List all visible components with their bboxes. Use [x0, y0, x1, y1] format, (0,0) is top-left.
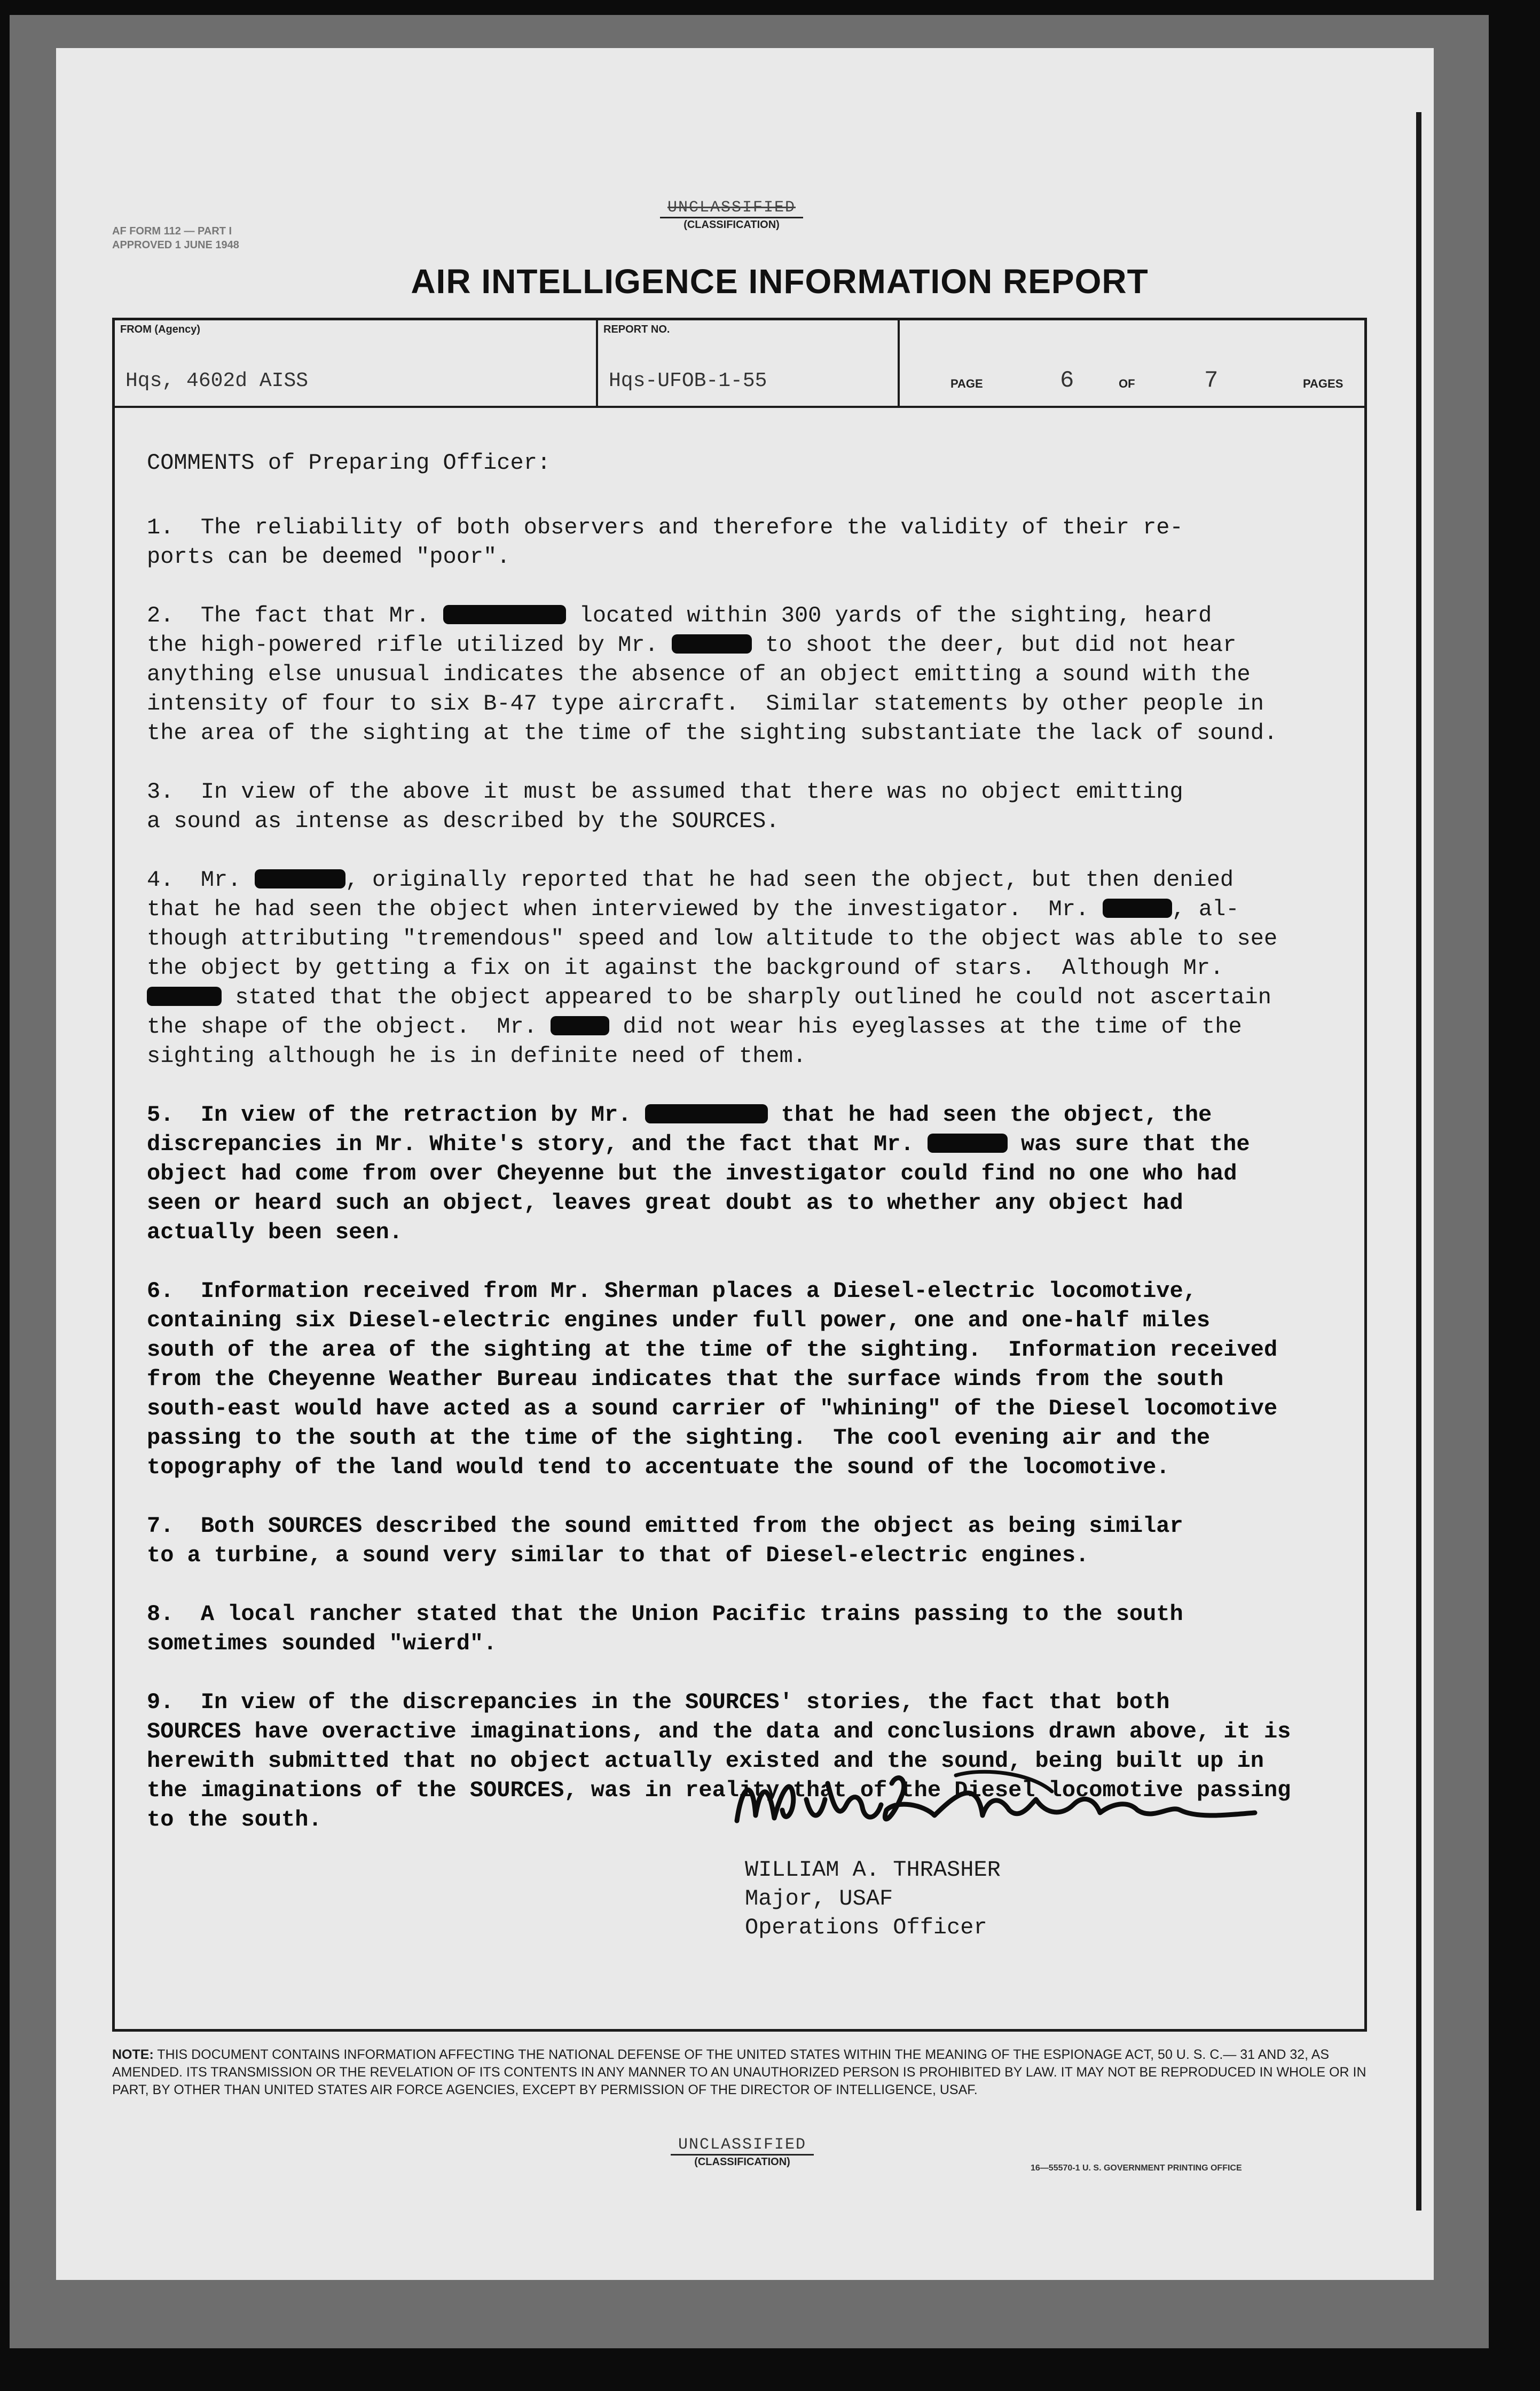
- comments-heading: COMMENTS of Preparing Officer:: [147, 450, 551, 476]
- classification-bottom-value: UNCLASSIFIED: [671, 2136, 814, 2156]
- from-label: FROM (Agency): [120, 324, 200, 335]
- paragraph-3: 3. In view of the above it must be assumed that there was no object emitting a sound as intense as described by the SOURCES.: [147, 779, 1183, 834]
- signature-block: [745, 1855, 1119, 1942]
- page-edge-shadow: [1416, 112, 1421, 2211]
- classification-bottom-label: (CLASSIFICATION): [694, 2156, 790, 2168]
- redaction-bar: [551, 1016, 609, 1035]
- page-number: 6: [1060, 367, 1074, 394]
- page-cell: [900, 320, 1364, 406]
- paragraph-4-part-c: , al- though attributing "tremendous" speed and low altitude to the object was able to see the object by getting a fix on it against the background of stars. Although Mr.: [147, 896, 1278, 981]
- form-approval-date: APPROVED 1 JUNE 1948: [112, 239, 239, 251]
- note-label: NOTE:: [112, 2047, 154, 2062]
- report-title: AIR INTELLIGENCE INFORMATION REPORT: [411, 262, 1149, 301]
- signer-name: WILLIAM A. THRASHER: [745, 1857, 1001, 1883]
- paragraph-2-part-c: to shoot the deer, but did not hear anything else unusual indicates the absence of an object emitting a sound with the intensity of four to six B-47 type aircraft. Similar statements by other people in the area of the sighting at the time of the sighting substantiate the lack of sound.: [147, 632, 1278, 746]
- of-label: OF: [1119, 377, 1135, 390]
- note-text: THIS DOCUMENT CONTAINS INFORMATION AFFECTING THE NATIONAL DEFENSE OF THE UNITED STATES WITHIN THE MEANING OF THE ESPIONAGE ACT, 50 U. S. C.— 31 AND 32, AS AMENDED. ITS TRANSMISSION OR THE REVELATION OF ITS CONTENTS IN ANY MANNER TO AN UNAUTHORIZED PERSON IS PROHIBITED BY LAW. IT MAY NOT BE REPRODUCED IN WHOLE OR IN PART, BY OTHER THAN UNITED STATES AIR FORCE AGENCIES, EXCEPT BY PERMISSION OF THE DIRECTOR OF INTELLIGENCE, USAF.: [112, 2047, 1366, 2097]
- redaction-bar: [147, 987, 222, 1006]
- classification-bottom: [614, 2136, 870, 2168]
- form-identifier: [112, 224, 336, 252]
- page-label: PAGE: [950, 377, 983, 390]
- report-body: [147, 449, 1348, 1864]
- signer-rank: Major, USAF: [745, 1886, 893, 1912]
- paragraph-4-part-a: 4. Mr.: [147, 867, 255, 893]
- paragraph-4-part-e: did not wear his eyeglasses at the time of the sighting although he is in definite need of them.: [147, 1014, 1242, 1069]
- paragraph-7: 7. Both SOURCES described the sound emitted from the object as being similar to a turbine, a sound very similar to that of Diesel-electric engines.: [147, 1513, 1183, 1568]
- redaction-bar: [672, 634, 752, 654]
- report-number-value: Hqs-UFOB-1-55: [609, 369, 767, 392]
- classification-top-label: (CLASSIFICATION): [683, 219, 780, 231]
- paragraph-2-part-a: 2. The fact that Mr.: [147, 603, 443, 628]
- redaction-bar: [255, 869, 345, 888]
- paragraph-8: 8. A local rancher stated that the Union Pacific trains passing to the south sometimes sounded "wierd".: [147, 1601, 1183, 1656]
- header-row: [115, 320, 1364, 408]
- redaction-bar: [928, 1134, 1008, 1153]
- paragraph-6: 6. Information received from Mr. Sherman places a Diesel-electric locomotive, containing six Diesel-electric engines under full power, one and one-half miles south of the area of the sighting at the time of the sighting. Information received from the Cheyenne Weather Bureau indicates that the surface winds from the south south-east would have acted as a sound carrier of "whining" of the Diesel locomotive passing to the south at the time of the sighting. The cool evening air and the topography of the land would tend to accentuate the sound of the locomotive.: [147, 1278, 1278, 1480]
- paragraph-4-part-d: stated that the object appeared to be sharply outlined he could not ascertain the shape of the object. Mr.: [147, 985, 1271, 1040]
- redaction-bar: [645, 1104, 768, 1123]
- from-cell: [115, 320, 598, 406]
- classification-top: [593, 199, 870, 231]
- pages-label: PAGES: [1303, 377, 1343, 390]
- paragraph-5-part-b: that he had seen the object, the discrepancies in Mr. White's story, and the fact that Mr.: [147, 1102, 1212, 1157]
- classification-top-value: UNCLASSIFIED: [660, 199, 803, 218]
- redaction-bar: [443, 605, 566, 624]
- paragraph-2: [147, 601, 1348, 748]
- redaction-bar: [1103, 899, 1172, 918]
- paragraph-5: [147, 1100, 1348, 1247]
- paragraph-1: 1. The reliability of both observers and therefore the validity of their re- ports can be deemed "poor".: [147, 515, 1183, 570]
- signer-title: Operations Officer: [745, 1915, 987, 1940]
- paragraph-5-part-c: was sure that the object had come from over Cheyenne but the investigator could find no one who had seen or heard such an object, leaves great doubt as to whether any object had actually been seen.: [147, 1131, 1250, 1245]
- report-number-label: REPORT NO.: [603, 324, 670, 335]
- total-pages: 7: [1204, 367, 1219, 394]
- paragraph-9: 9. In view of the discrepancies in the SOURCES' stories, the fact that both SOURCES have overactive imaginations, and the data and conclusions drawn above, it is herewith submitted that no object actually existed and the sound, being built up in the imaginations of the SOURCES, was in reality that of the Diesel locomotive passing to the south.: [147, 1689, 1291, 1832]
- paragraph-5-part-a: 5. In view of the retraction by Mr.: [147, 1102, 645, 1128]
- paragraph-2-part-b: located within 300 yards of the sighting, heard the high-powered rifle utilized by Mr.: [147, 603, 1212, 658]
- from-value: Hqs, 4602d AISS: [125, 369, 309, 392]
- espionage-act-note: [112, 2046, 1388, 2099]
- signature-image: [732, 1762, 1319, 1858]
- report-number-cell: [598, 320, 900, 406]
- paragraph-4: [147, 866, 1348, 1071]
- paragraph-4-part-b: , originally reported that he had seen the object, but then denied that he had seen the object when interviewed by the investigator. Mr.: [147, 867, 1234, 922]
- form-number: AF FORM 112 — PART I: [112, 225, 232, 237]
- printer-line: 16—55570-1 U. S. GOVERNMENT PRINTING OFFICE: [1031, 2164, 1242, 2173]
